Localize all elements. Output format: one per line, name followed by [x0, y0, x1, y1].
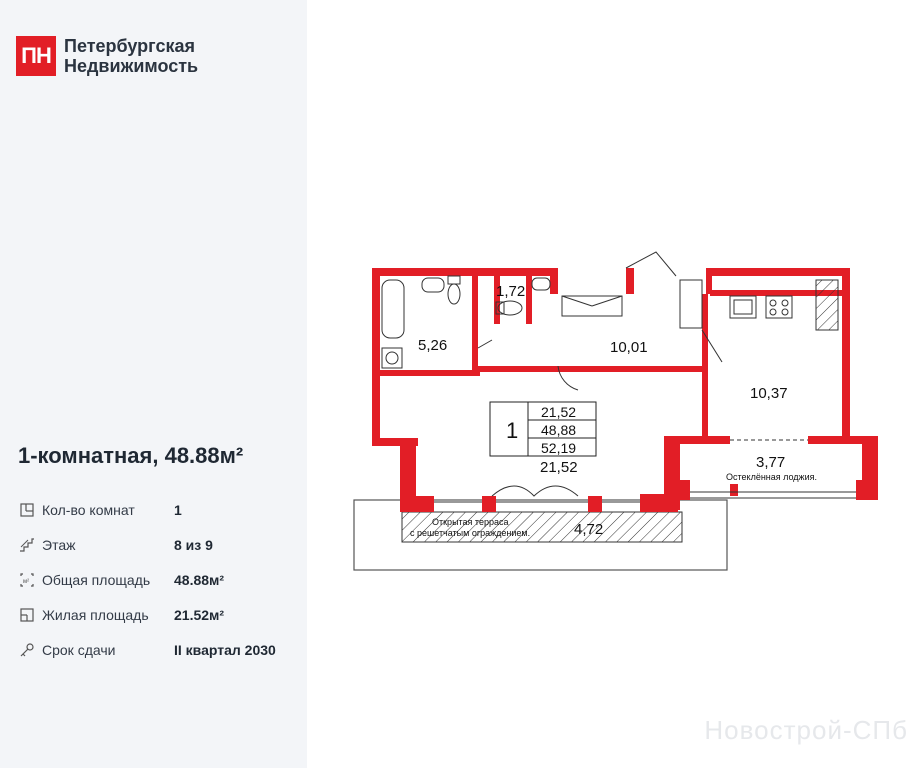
- property-value: 48.88м²: [174, 571, 225, 588]
- room-bathroom-area: 5,26: [418, 337, 448, 354]
- property-floor: [18, 527, 298, 562]
- room-hall-area: 10,01: [610, 339, 648, 356]
- property-rooms: [18, 492, 298, 527]
- property-label: Кол-во комнат: [42, 501, 135, 518]
- brand-name-line2: Недвижимость: [64, 56, 199, 76]
- room-kitchen-area: 10,37: [750, 385, 788, 402]
- brand-logo[interactable]: [16, 36, 198, 76]
- room-wc-area: 1,72: [496, 283, 526, 300]
- floor-plan: [330, 240, 900, 585]
- property-value: II квартал 2030: [174, 641, 276, 658]
- room-loggia-area: 3,77: [756, 454, 786, 471]
- property-value: 1: [174, 501, 182, 518]
- property-label: Этаж: [42, 536, 76, 553]
- floor-plan-svg: [330, 240, 900, 585]
- room-terrace-area: 4,72: [574, 521, 604, 538]
- property-living-area: [18, 597, 298, 632]
- summary-living-area: 21,52: [541, 404, 577, 420]
- terrace-note-line2: с решетчатым ограждением.: [410, 528, 531, 538]
- brand-name-line1: Петербургская: [64, 36, 195, 56]
- logo-mark: ПН: [16, 36, 56, 76]
- property-label: Жилая площадь: [42, 606, 149, 623]
- terrace-note-line1: Открытая терраса: [432, 517, 509, 527]
- property-label: Срок сдачи: [42, 641, 116, 658]
- property-total-area: [18, 562, 298, 597]
- property-label: Общая площадь: [42, 571, 151, 588]
- loggia-note: Остеклённая лоджия.: [726, 472, 817, 482]
- area-icon: [18, 571, 36, 589]
- key-icon: [18, 641, 36, 659]
- svg-text:м²: м²: [23, 578, 30, 585]
- brand-name: [64, 36, 198, 76]
- property-value: 8 из 9: [174, 536, 213, 553]
- properties-list: [18, 492, 298, 667]
- property-deadline: [18, 632, 298, 667]
- summary-total-area: 48,88: [541, 422, 577, 438]
- watermark: Новострой-СПб: [704, 715, 908, 745]
- stairs-icon: [18, 536, 36, 554]
- summary-rooms-count: 1: [506, 418, 519, 443]
- summary-total-outdoor: 52,19: [541, 440, 577, 456]
- listing-title: 1-комнатная, 48.88м²: [18, 443, 244, 468]
- living-area-icon: [18, 606, 36, 624]
- property-value: 21.52м²: [174, 606, 225, 623]
- room-living-area: 21,52: [540, 459, 578, 476]
- rooms-icon: [18, 501, 36, 519]
